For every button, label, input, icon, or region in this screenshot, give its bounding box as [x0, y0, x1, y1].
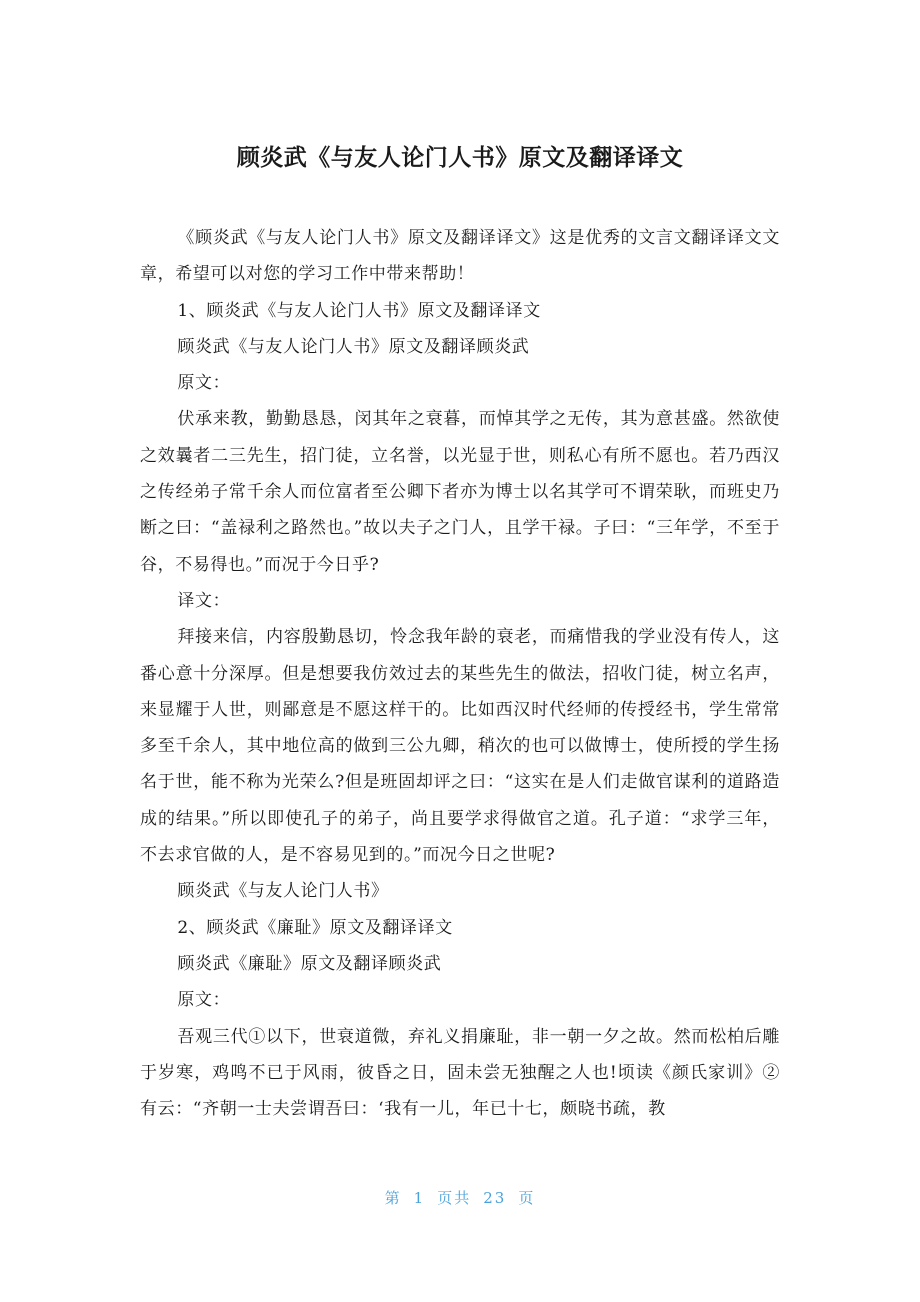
page-title: 顾炎武《与友人论门人书》原文及翻译译文	[236, 145, 684, 171]
paragraph-original-2: 吾观三代①以下，世衰道微，弃礼义捐廉耻，非一朝一夕之故。然而松柏后雕于岁寒，鸡鸣不已于风雨，彼昏之日，固未尝无独醒之人也!顷读《颜氏家训》②有云：“齐朝一士夫尝谓吾曰：‘我有一儿，年已十七，颇晓书疏，教	[140, 1026, 780, 1120]
page-footer	[0, 1184, 920, 1212]
section-heading-1: 1、顾炎武《与友人论门人书》原文及翻译译文	[177, 300, 541, 321]
page-label-mid: 页共	[437, 1189, 472, 1207]
label-original-1: 原文：	[177, 373, 231, 394]
section-subheading-1: 顾炎武《与友人论门人书》原文及翻译顾炎武	[177, 336, 530, 357]
page-label-prefix: 第	[384, 1189, 402, 1207]
source-line-1: 顾炎武《与友人论门人书》	[177, 881, 389, 902]
section-subheading-2: 顾炎武《廉耻》原文及翻译顾炎武	[177, 953, 442, 974]
label-translation-1: 译文：	[177, 590, 231, 611]
page-label-suffix: 页	[518, 1189, 536, 1207]
paragraph-translation-1: 拜接来信，内容殷勤恳切，怜念我年龄的衰老，而痛惜我的学业没有传人，这番心意十分深厚。但是想要我仿效过去的某些先生的做法，招收门徒，树立名声，来显耀于人世，则鄙意是不愿这样干的。比如西汉时代经师的传授经书，学生常常多至千余人，其中地位高的做到三公九卿，稍次的也可以做博士，使所授的学生扬名于世，能不称为光荣么?但是班固却评之曰：“这实在是人们走做官谋利的道路造成的结果。”所以即使孔子的弟子，尚且要学求得做官之道。孔子道：“求学三年，不去求官做的人，是不容易见到的。”而况今日之世呢?	[140, 627, 780, 866]
section-heading-2: 2、顾炎武《廉耻》原文及翻译译文	[177, 917, 453, 938]
document-body	[140, 220, 780, 1127]
current-page-number: 1	[413, 1189, 426, 1207]
paragraph-original-1: 伏承来教，勤勤恳恳，闵其年之衰暮，而悼其学之无传，其为意甚盛。然欲使之效曩者二三先生，招门徒，立名誉，以光显于世，则私心有所不愿也。若乃西汉之传经弟子常千余人而位富者至公卿下者亦为博士以名其学可不谓荣耿，而班史乃断之曰：“盖禄利之路然也。”故以夫子之门人，且学干禄。子曰：“三年学，不至于谷，不易得也。”而况于今日乎?	[140, 409, 780, 575]
total-pages-number: 23	[483, 1189, 507, 1207]
paragraph-intro: 《顾炎武《与友人论门人书》原文及翻译译文》这是优秀的文言文翻译译文文章，希望可以对您的学习工作中带来帮助！	[140, 228, 780, 285]
label-original-2: 原文：	[177, 990, 231, 1011]
